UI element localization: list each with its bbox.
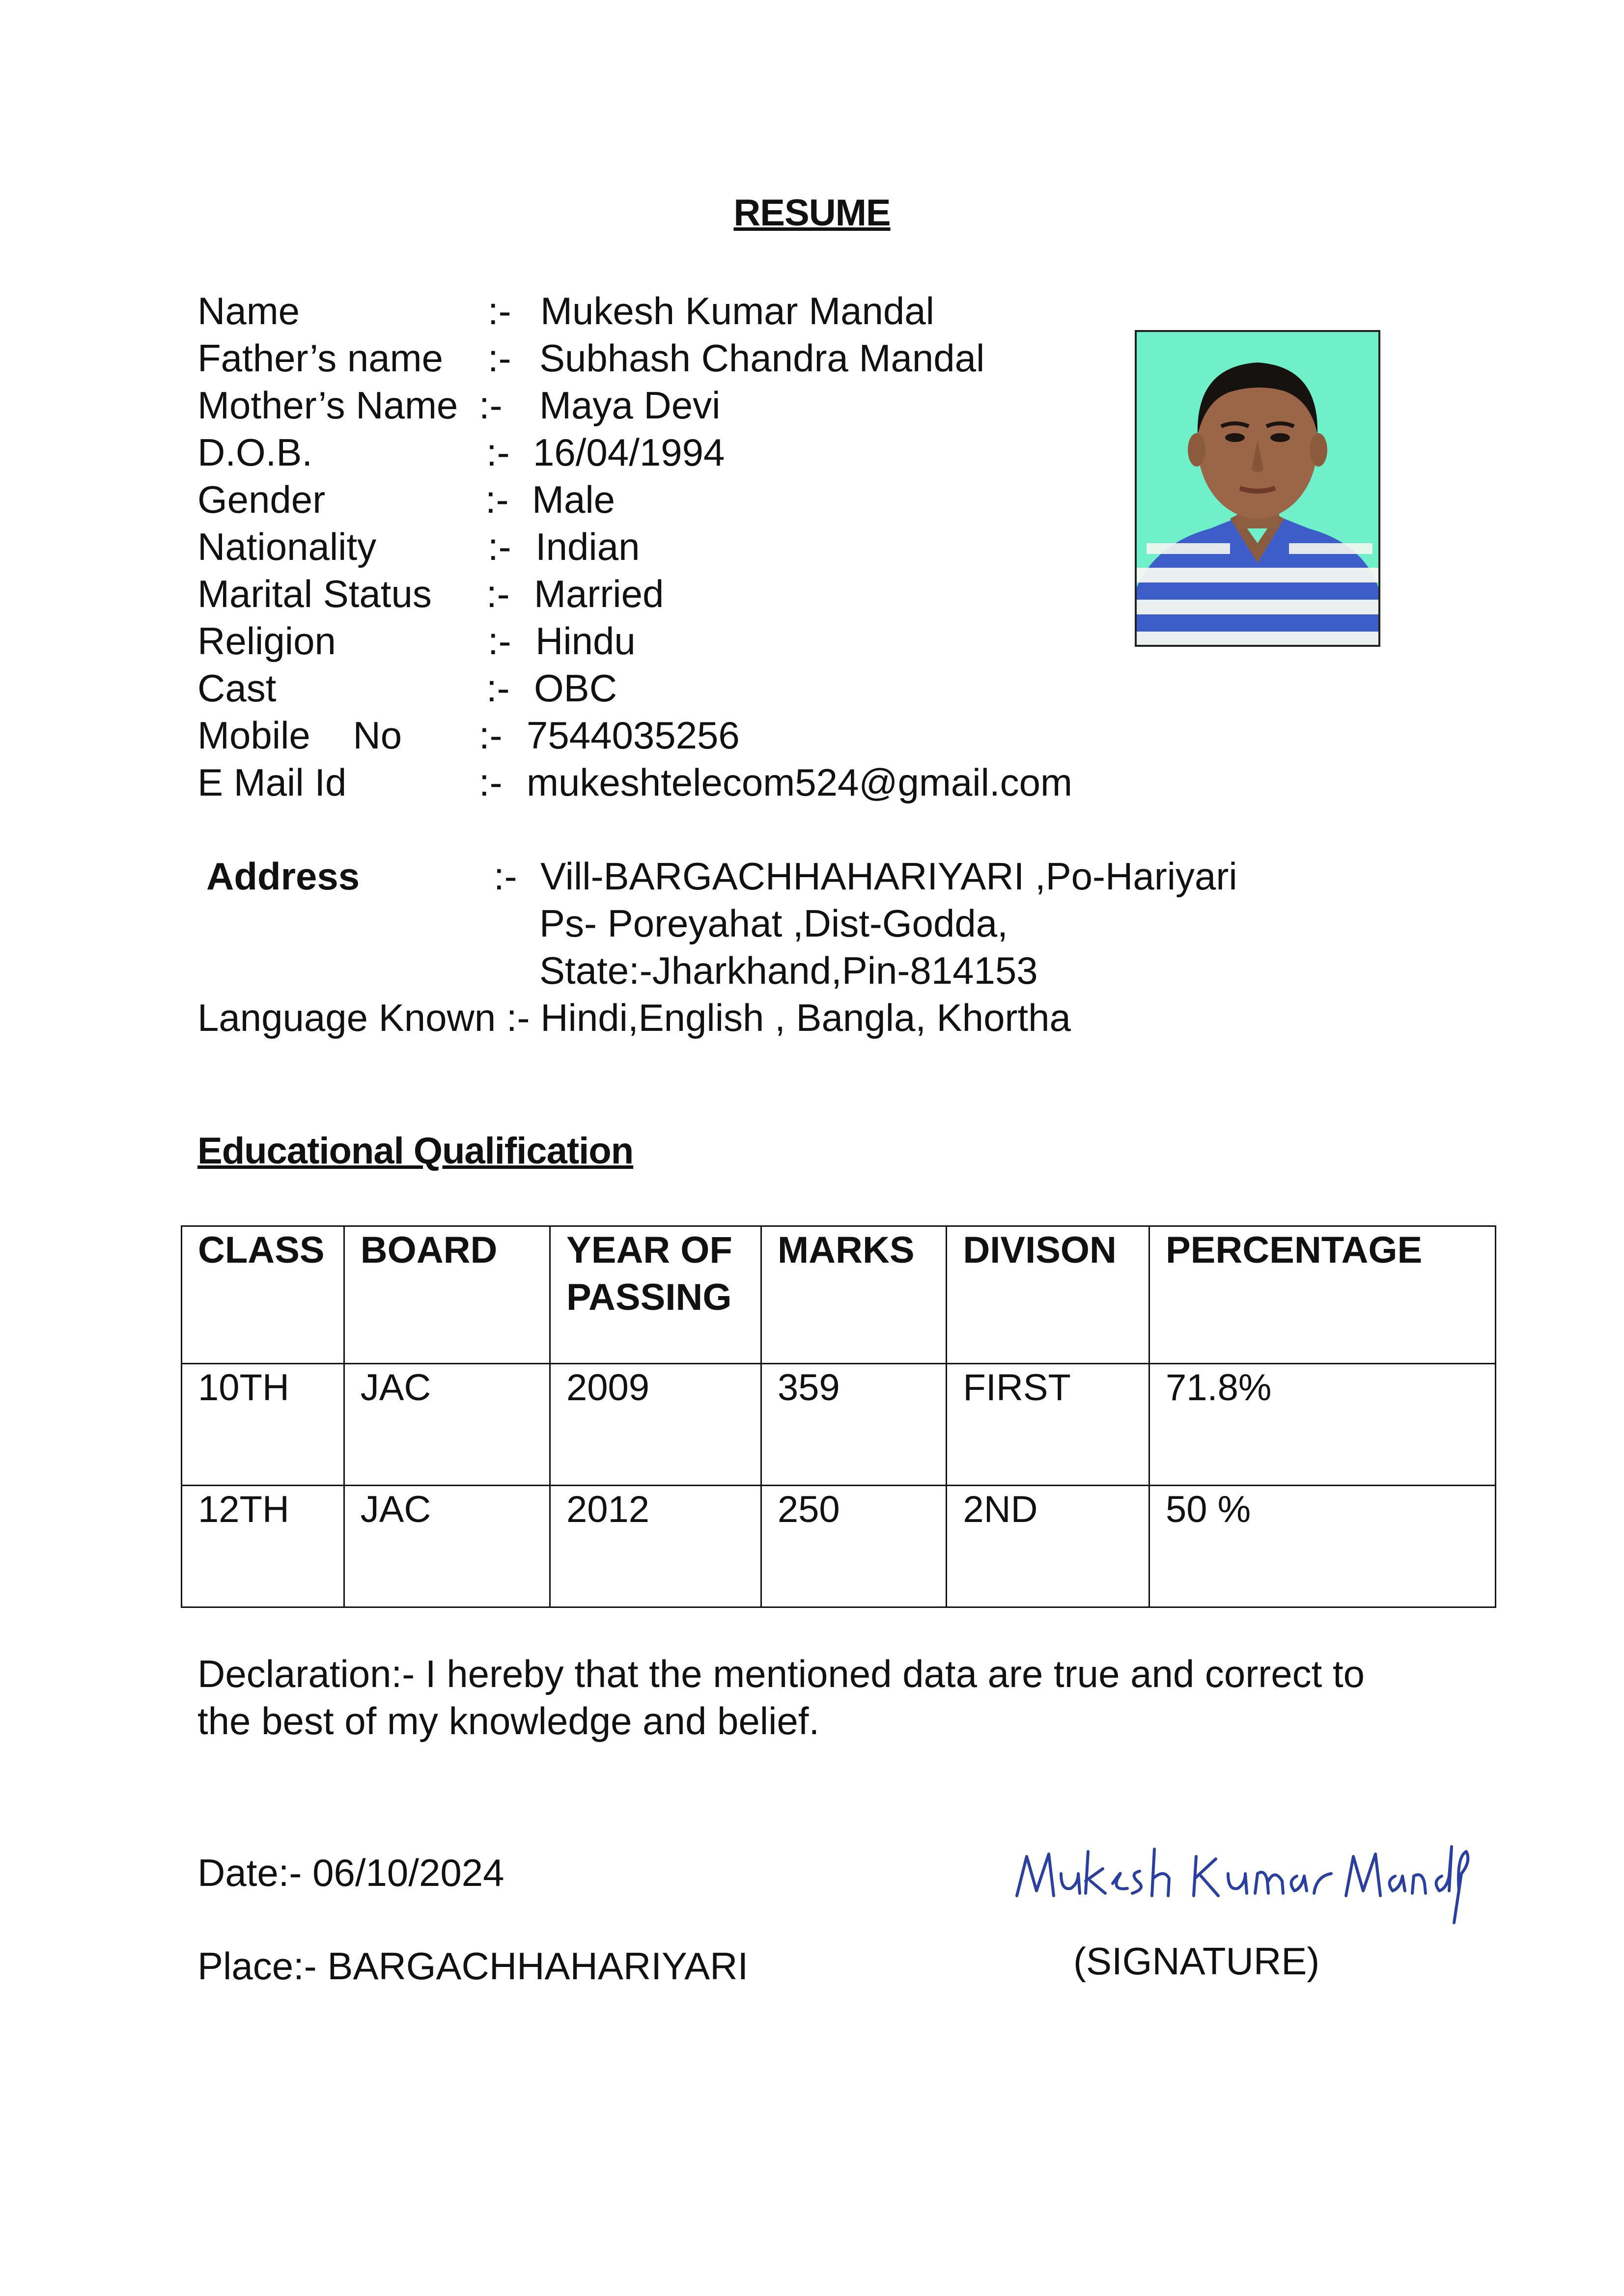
detail-separator: :- (479, 714, 503, 757)
detail-label: Gender (197, 478, 326, 521)
detail-separator: :- (479, 761, 503, 804)
detail-value: 7544035256 (527, 714, 740, 757)
table-cell: 2012 (550, 1486, 761, 1607)
detail-label: Name (197, 289, 300, 332)
address-line-1: Vill-BARGACHHAHARIYARI ,Po-Hariyari (540, 855, 1237, 898)
date: Date:- 06/10/2024 (197, 1851, 504, 1894)
column-header: PERCENTAGE (1149, 1226, 1495, 1364)
place: Place:- BARGACHHAHARIYARI (197, 1944, 749, 1988)
detail-label: Father’s name (197, 336, 444, 380)
detail-separator: :- (486, 666, 510, 710)
detail-value: Maya Devi (539, 384, 721, 427)
detail-separator: :- (488, 336, 511, 380)
detail-separator: :- (488, 619, 511, 663)
table-cell: 2ND (947, 1486, 1149, 1607)
table-cell: 2009 (550, 1364, 761, 1486)
languages-known: Language Known :- Hindi,English , Bangla, Khortha (197, 996, 1071, 1039)
detail-value: Subhash Chandra Mandal (539, 336, 985, 380)
column-header: DIVISON (947, 1226, 1149, 1364)
detail-value: Married (534, 572, 664, 615)
address-line-2: Ps- Poreyahat ,Dist-Godda, (539, 902, 1008, 945)
signature-caption: (SIGNATURE) (1073, 1939, 1320, 1983)
detail-separator: :- (485, 478, 509, 521)
address-label: Address (206, 855, 360, 898)
table-cell: 10TH (182, 1364, 344, 1486)
profile-photo (1135, 330, 1380, 647)
detail-label: Religion (197, 619, 336, 663)
column-header: CLASS (182, 1226, 344, 1364)
detail-label: Cast (197, 666, 277, 710)
detail-separator: :- (486, 572, 510, 615)
column-header: MARKS (761, 1226, 947, 1364)
address-line-3: State:-Jharkhand,Pin-814153 (539, 949, 1038, 992)
detail-label: Marital Status (197, 572, 432, 615)
detail-value: OBC (534, 666, 617, 710)
handwritten-signature (1007, 1827, 1474, 1925)
education-table (181, 1225, 1496, 1608)
detail-label: Mobile No (197, 714, 402, 757)
person-portrait-icon (1137, 332, 1378, 645)
detail-separator: :- (486, 431, 510, 474)
detail-separator: :- (479, 384, 503, 427)
detail-value: mukeshtelecom524@gmail.com (527, 761, 1072, 804)
table-cell: 50 % (1149, 1486, 1495, 1607)
table-cell: 359 (761, 1364, 947, 1486)
detail-value: 16/04/1994 (533, 431, 725, 474)
detail-value: Hindu (535, 619, 636, 663)
detail-separator: :- (488, 289, 511, 332)
detail-value: Male (532, 478, 616, 521)
detail-value: Mukesh Kumar Mandal (540, 289, 935, 332)
resume-title: RESUME (733, 192, 891, 234)
table-header-row (182, 1226, 1496, 1364)
detail-label: Nationality (197, 525, 377, 568)
table-cell: JAC (344, 1486, 550, 1607)
detail-label: E Mail Id (197, 761, 347, 804)
column-header: YEAR OF PASSING (550, 1226, 761, 1364)
table-cell: JAC (344, 1364, 550, 1486)
table-cell: 250 (761, 1486, 947, 1607)
table-row (182, 1486, 1496, 1607)
detail-label: Mother’s Name (197, 384, 458, 427)
table-cell: 71.8% (1149, 1364, 1495, 1486)
table-cell: FIRST (947, 1364, 1149, 1486)
detail-separator: :- (488, 525, 511, 568)
declaration: Declaration:- I hereby that the mentioned data are true and correct to the best of my knowledge and belief. (197, 1652, 1365, 1743)
detail-value: Indian (535, 525, 640, 568)
column-header: BOARD (344, 1226, 550, 1364)
address-separator: :- (494, 855, 517, 898)
table-row (182, 1364, 1496, 1486)
detail-label: D.O.B. (197, 431, 313, 474)
education-heading: Educational Qualification (197, 1130, 634, 1172)
table-cell: 12TH (182, 1486, 344, 1607)
